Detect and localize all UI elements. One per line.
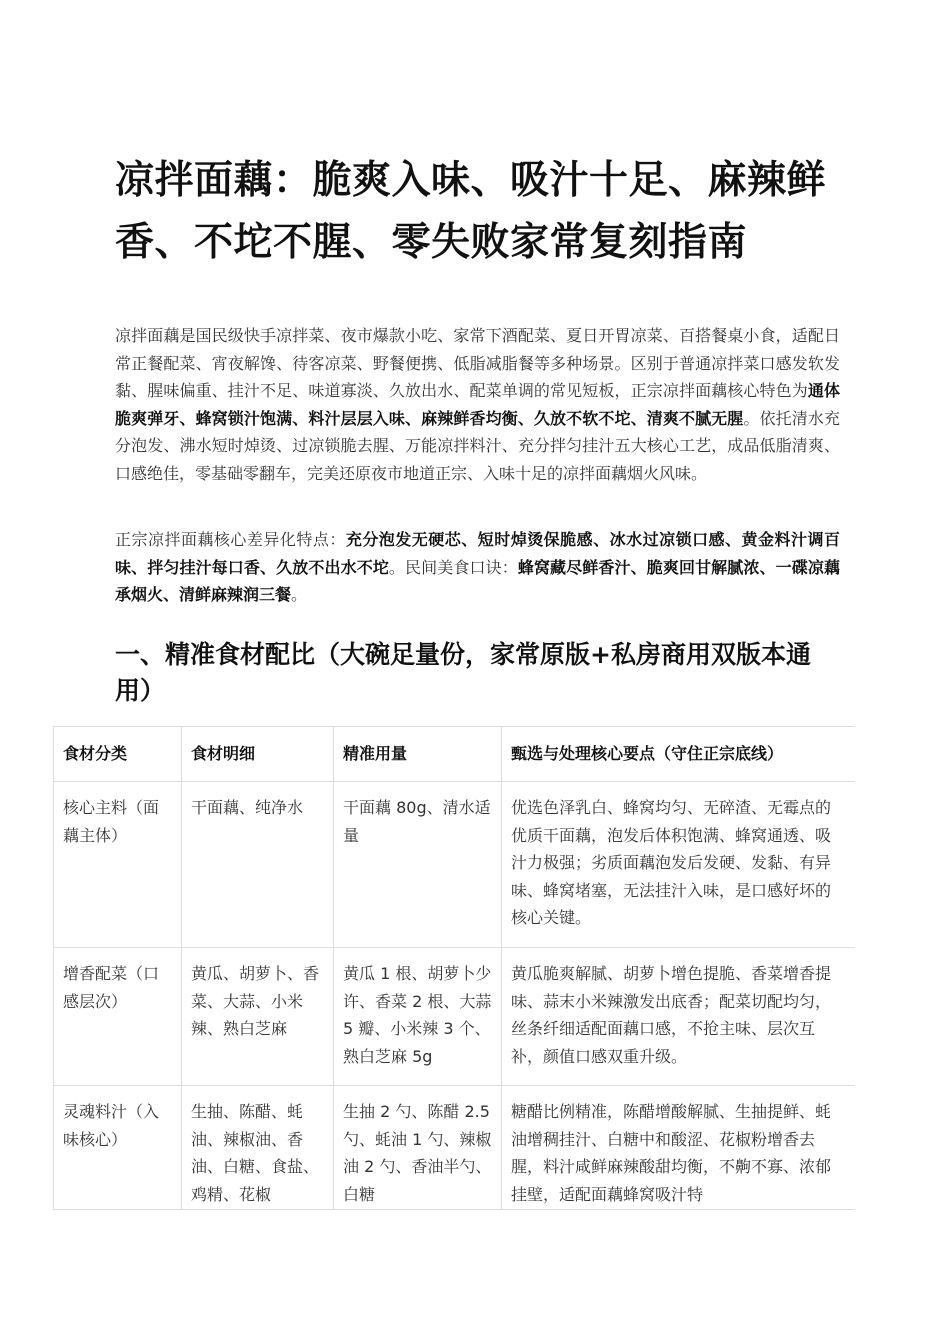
intro-highlight: 通体脆爽弹牙、蜂窝锁汁饱满、料汁层层入味、麻辣鲜香均衡、久放不软不坨、清爽不腻无腥 <box>115 381 840 428</box>
features-paragraph <box>115 526 840 609</box>
section-heading: 一、精准食材配比（大碗足量份，家常原版+私房商用双版本通用） <box>115 640 811 705</box>
table-row <box>54 1086 856 1211</box>
ingredients-table <box>53 726 855 1210</box>
page-title: 凉拌面藕：脆爽入味、吸汁十足、麻辣鲜香、不坨不腥、零失败家常复刻指南 <box>115 158 827 265</box>
features-lead: 正宗凉拌面藕核心差异化特点： <box>115 530 346 549</box>
cell-category: 核心主料（面藕主体） <box>54 782 182 948</box>
table-row <box>54 782 856 948</box>
motto-end: 。 <box>291 585 308 604</box>
intro-text: 凉拌面藕是国民级快手凉拌菜、夜市爆款小吃、家常下酒配菜、夏日开胃凉菜、百搭餐桌小食，适配日常正餐配菜、宵夜解馋、待客凉菜、野餐便携、低脂减脂餐等多种场景。区别于普通凉拌菜口感发软发黏、腥味偏重、挂汁不足、味道寡淡、久放出水、配菜单调的常见短板，正宗凉拌面藕核心特色为 <box>115 326 840 400</box>
table-header-row <box>54 727 856 782</box>
ingredients-table-container <box>53 726 855 1210</box>
cell-amount: 生抽 2 勺、陈醋 2.5 勺、蚝油 1 勺、辣椒油 2 勺、香油半勺、白糖 <box>334 1086 502 1211</box>
cell-amount: 干面藕 80g、清水适量 <box>334 782 502 948</box>
intro-text-end: 。依托清水充分泡发、沸水短时焯烫、过凉锁脆去腥、万能凉拌料汁、充分拌匀挂汁五大核心工艺，成品低脂清爽、口感绝佳，零基础零翻车，完美还原夜市地道正宗、入味十足的凉拌面藕烟火风味。 <box>115 408 840 483</box>
header-notes: 甄选与处理核心要点（守住正宗底线） <box>502 727 856 782</box>
cell-items: 黄瓜、胡萝卜、香菜、大蒜、小米辣、熟白芝麻 <box>182 948 334 1086</box>
header-category: 食材分类 <box>54 727 182 782</box>
cell-notes: 黄瓜脆爽解腻、胡萝卜增色提脆、香菜增香提味、蒜末小米辣激发出底香；配菜切配均匀，丝条纤细适配面藕口感，不抢主味、层次互补，颜值口感双重升级。 <box>502 948 856 1086</box>
motto-lead: 。民间美食口诀： <box>388 557 518 577</box>
motto-highlight: 蜂窝藏尽鲜香汁、脆爽回甘解腻浓、一碟凉藕承烟火、清鲜麻辣润三餐 <box>115 557 840 604</box>
cell-items: 生抽、陈醋、蚝油、辣椒油、香油、白糖、食盐、鸡精、花椒 <box>182 1086 334 1211</box>
cell-notes: 优选色泽乳白、蜂窝均匀、无碎渣、无霉点的优质干面藕，泡发后体积饱满、蜂窝通透、吸汁力极强；劣质面藕泡发后发硬、发黏、有异味、蜂窝堵塞，无法挂汁入味，是口感好坏的核心关键。 <box>502 782 856 948</box>
cell-items: 干面藕、纯净水 <box>182 782 334 948</box>
cell-category: 灵魂料汁（入味核心） <box>54 1086 182 1211</box>
cell-category: 增香配菜（口感层次） <box>54 948 182 1086</box>
intro-paragraph <box>115 322 840 487</box>
header-items: 食材明细 <box>182 727 334 782</box>
cell-amount: 黄瓜 1 根、胡萝卜少许、香菜 2 根、大蒜 5 瓣、小米辣 3 个、熟白芝麻 5g <box>334 948 502 1086</box>
cell-notes: 糖醋比例精准，陈醋增酸解腻、生抽提鲜、蚝油增稠挂汁、白糖中和酸涩、花椒粉增香去腥，料汁咸鲜麻辣酸甜均衡，不齁不寡、浓郁挂壁，适配面藕蜂窝吸汁特 <box>502 1086 856 1211</box>
header-amount: 精准用量 <box>334 727 502 782</box>
table-row <box>54 948 856 1086</box>
features-highlight: 充分泡发无硬芯、短时焯烫保脆感、冰水过凉锁口感、黄金料汁调百味、拌匀挂汁每口香、久放不出水不坨 <box>115 530 840 577</box>
